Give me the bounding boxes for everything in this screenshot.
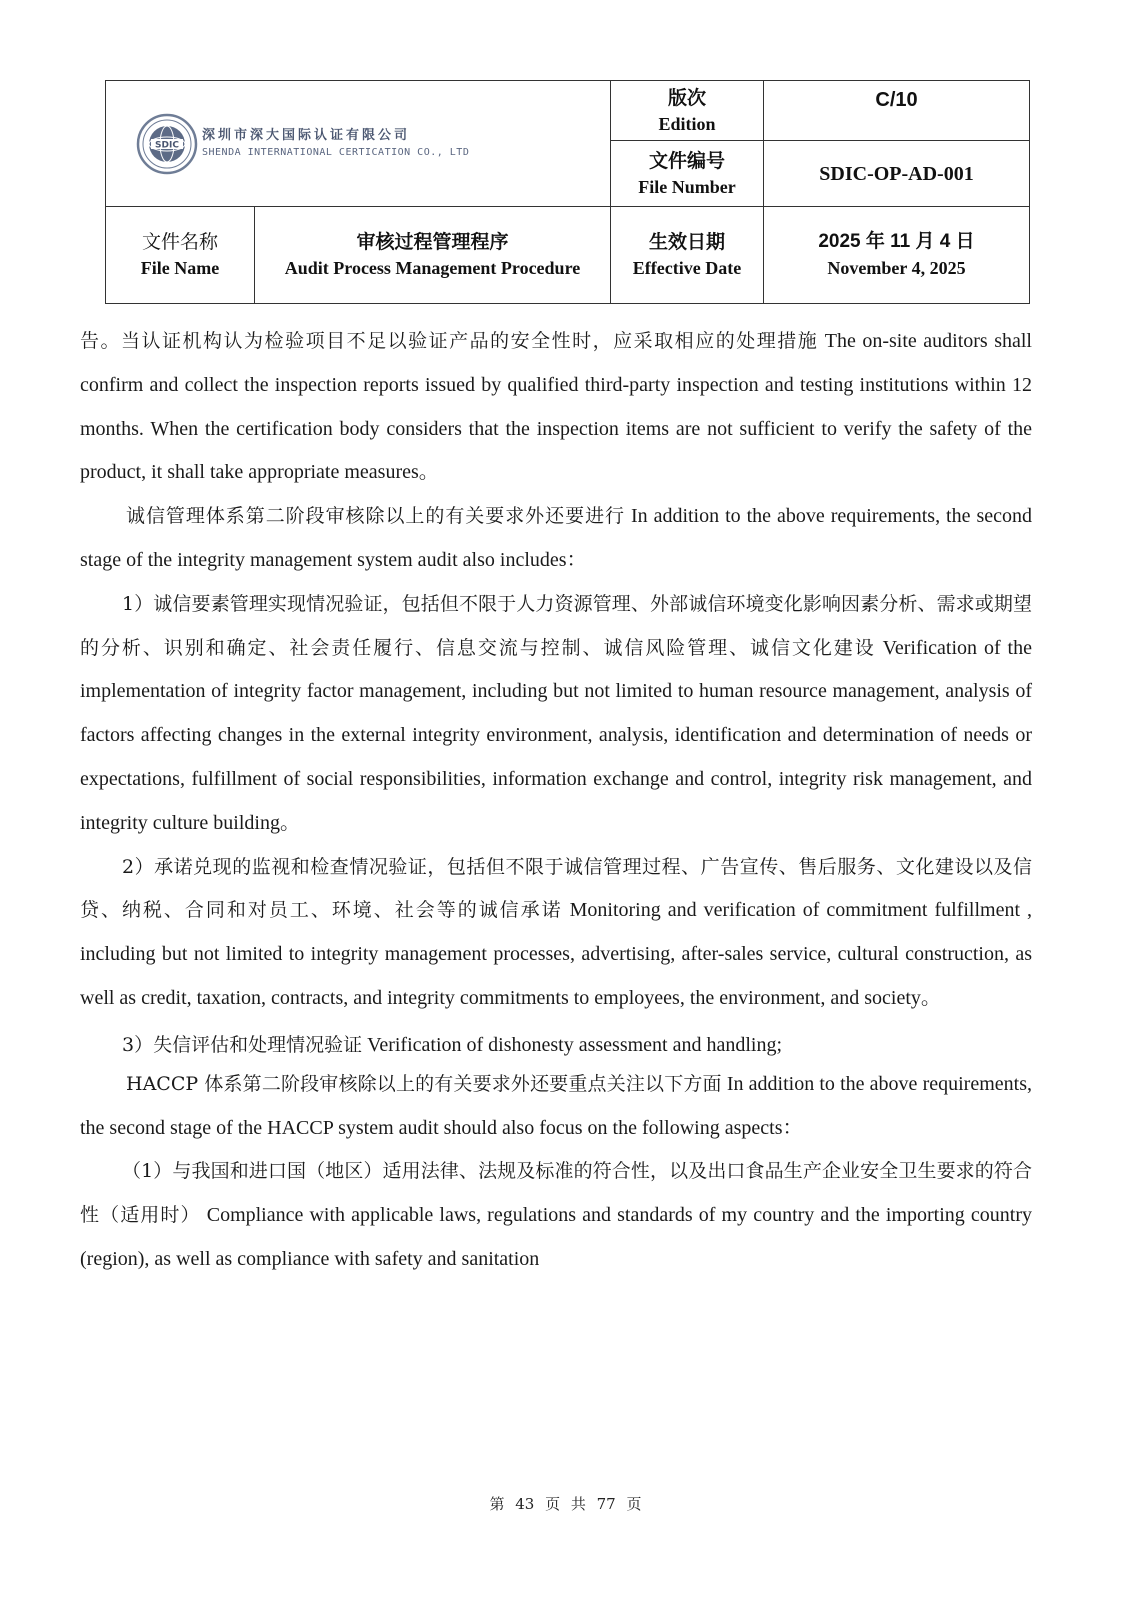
edition-label-cn: 版次 [667,86,706,109]
effective-date-value-cell [764,207,1030,304]
effective-date-label-cell [611,207,764,304]
file-number-label-en: File Number [638,176,736,197]
file-name-label-cell [106,207,255,304]
paragraph-1-en: The on-site auditors shall confirm and collect the inspection reports issued by qualified third-party inspection and testing institutions within 12 months. When the certification body considers that the inspection items are not sufficient to verify the safety of the product, it shall take appropriate measures。 [80,330,1032,484]
paragraph-6 [80,1063,1032,1151]
paragraph-5-en: Verification of dishonesty assessment and handling; [362,1033,783,1056]
paragraph-4-en: Monitoring and verification of commitment fulfillment , including but not limited to integrity management processes, advertising, after-sales service, cultural construction, as well as credit, taxation, contracts, and integrity commitments to employees, the environment, and society。 [80,899,1032,1009]
paragraph-4 [80,846,1032,1021]
edition-label-en: Edition [658,113,716,134]
paragraph-7-en: Compliance with applicable laws, regulations and standards of my country and the importing country (region), as well as compliance with safety and sanitation [80,1204,1032,1270]
company-name-cn: 深圳市深大国际认证有限公司 [202,127,411,143]
file-name-label-en: File Name [140,258,220,278]
paragraph-1-cn: 告。当认证机构认为检验项目不足以验证产品的安全性时，应采取相应的处理措施 [80,330,819,352]
file-name-value-cell [255,207,611,304]
company-name-en: SHENDA INTERNATIONAL CERTICATION CO., LTD [202,146,470,158]
paragraph-3-cn: 1）诚信要素管理实现情况验证，包括但不限于人力资源管理、外部诚信环境变化影响因素分析、需求或期望的分析、识别和确定、社会责任履行、信息交流与控制、诚信风险管理、诚信文化建设 [80,592,1032,659]
effective-date-label-en: Effective Date [632,258,742,278]
file-number-value-cell [764,141,1030,207]
paragraph-6-cn: HACCP 体系第二阶段审核除以上的有关要求外还要重点关注以下方面 [126,1072,722,1095]
edition-label-cell [611,81,764,141]
paragraph-4-cn: 2）承诺兑现的监视和检查情况验证，包括但不限于诚信管理过程、广告宣传、售后服务、文化建设以及信贷、纳税、合同和对员工、环境、社会等的诚信承诺 [80,855,1032,922]
paragraph-7-cn: （1）与我国和进口国（地区）适用法律、法规及标准的符合性，以及出口食品生产企业安全卫生要求的符合性（适用时） [80,1160,1032,1227]
file-name-value-cn: 审核过程管理程序 [356,231,509,253]
logo-badge-text: SDIC [155,140,179,150]
paragraph-2-cn: 诚信管理体系第二阶段审核除以上的有关要求外还要进行 [126,505,625,528]
document-header-table [105,80,1030,304]
paragraph-5 [80,1027,1032,1063]
paragraph-2-en: In addition to the above requirements, the second stage of the integrity management system audit also includes： [80,505,1032,571]
company-seal-logo [136,113,198,175]
edition-value: C/10 [875,88,918,111]
effective-date-value-cn: 2025 年 11 月 4 日 [818,231,975,252]
effective-date-label-cn: 生效日期 [648,231,725,253]
paragraph-6-en: In addition to the above requirements, the second stage of the HACCP system audit should also focus on the following aspects： [80,1072,1032,1139]
file-number-value: SDIC-OP-AD-001 [819,162,974,185]
paragraph-3 [80,583,1032,846]
file-number-label-cn: 文件编号 [648,149,725,172]
paragraph-7 [80,1150,1032,1281]
document-body [80,320,1032,1282]
company-logo-cell [106,81,611,207]
paragraph-3-en: Verification of the implementation of integrity factor management, including but not limited to human resource management, analysis of factors affecting changes in the external integrity environment, analysis, identification and determination of needs or expectations, fulfillment of social responsibilities, information exchange and control, integrity risk management, and integrity culture building。 [80,636,1032,834]
file-name-label-cn: 文件名称 [141,231,218,253]
page-number-footer: 第 43 页 共 77 页 [489,1495,642,1513]
file-name-value-en: Audit Process Management Procedure [284,258,581,278]
paragraph-5-cn: 3）失信评估和处理情况验证 [122,1033,363,1056]
effective-date-value-en: November 4, 2025 [827,258,966,278]
edition-value-cell [764,81,1030,141]
paragraph-2 [80,495,1032,583]
file-number-label-cell [611,141,764,207]
paragraph-1 [80,320,1032,495]
